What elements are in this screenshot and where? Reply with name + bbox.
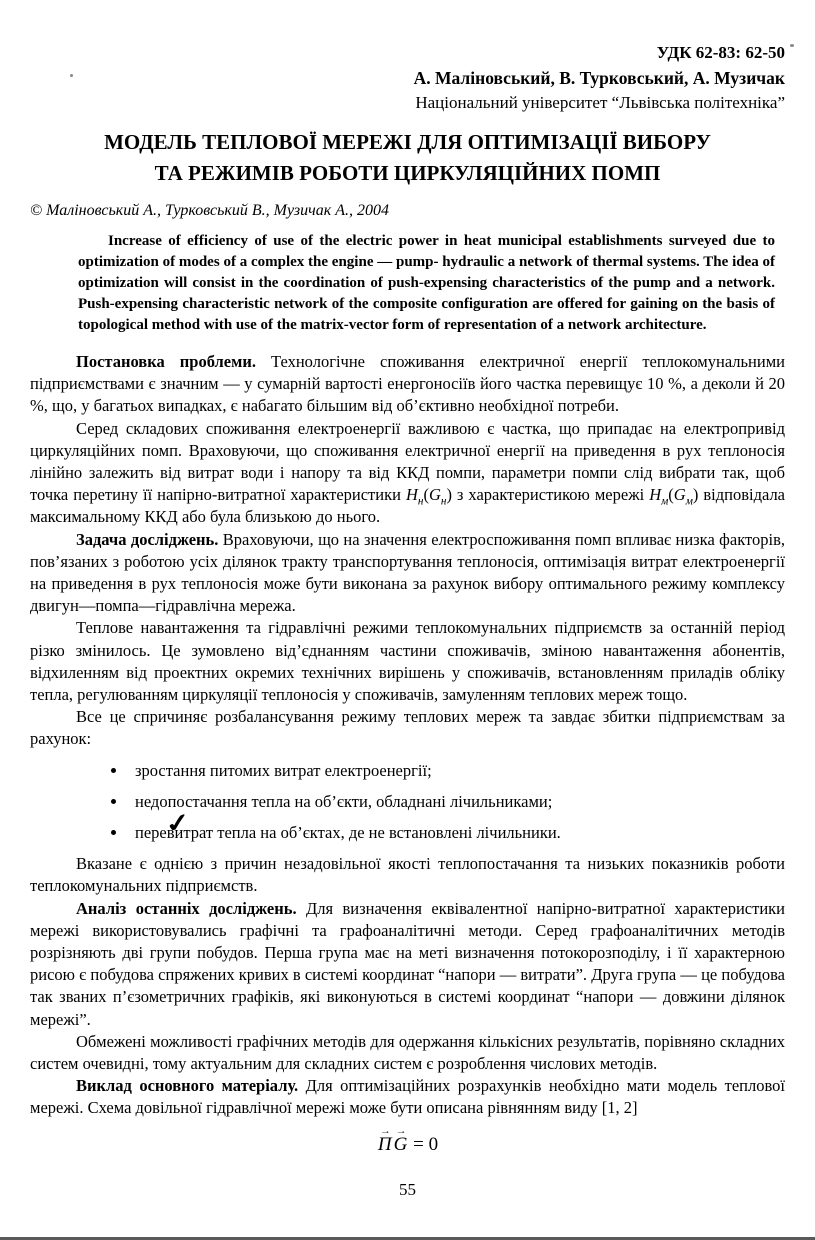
list-item: • зростання питомих витрат електроенергії; xyxy=(128,760,785,782)
paragraph: Постановка проблеми. Технологічне споживання електричної енергії теплокомунальними підприємствами є значним — у сумарній вартості енергоносіїв його частка перевищує 10 %, а деколи й 20 %, що, у багатьох випадках, є набагато більшим від об’єктивно необхідної потреби. xyxy=(30,351,785,416)
list-item: • перевитрат тепла на об’єктах, де не встановлені лічильники. ✓ xyxy=(128,822,785,844)
paragraph: Аналіз останніх досліджень. Для визначення еквівалентної напірно-витратної характеристики мережі використовувались графічні та графоаналітичні методи. Серед графоаналітичних методів розрізняють дві групи побудов. Перша група має на меті визначення потокорозподілу, і її характерною рисою є побудова спряжених кривих в системі координат “напори — витрати”. Друга група — це побудова так званих п’єзометричних графіків, які виконуються в системі координат “напори — довжини ділянок мережі”. xyxy=(30,898,785,1029)
scan-speck xyxy=(790,44,794,47)
paragraph: Виклад основного матеріалу. Для оптимізаційних розрахунків необхідно мати модель теплової мережі. Схема довільної гідравлічної мережі може бути описана рівнянням виду [1, 2] xyxy=(30,1076,785,1118)
vector-term xyxy=(393,1125,409,1156)
vector-term xyxy=(377,1125,393,1156)
article-body xyxy=(30,351,785,1120)
math-subscript: н xyxy=(417,495,424,508)
math-subscript: н xyxy=(440,495,447,508)
math-subscript: м xyxy=(661,495,669,508)
math-variable: H xyxy=(405,485,418,505)
page-number: 55 xyxy=(399,1180,416,1199)
formula-expression xyxy=(377,1125,439,1155)
run-in-heading: Виклад основного матеріалу. xyxy=(76,1076,299,1096)
paper-header xyxy=(0,0,815,114)
paragraph: Теплове навантаження та гідравлічні режими теплокомунальних підприємств за останній період різко змінилось. Це зумовлено від’єднанням частини споживачів, зміною навантаження абонентів, відхиленням від проектних окремих технічних вирішень у споживачів, встановленням приладів обліку тепла, регулюванням циркуляції теплоносія у споживачів, замуленням теплових мереж тощо. xyxy=(30,618,785,704)
run-in-heading: Аналіз останніх досліджень. xyxy=(76,898,297,918)
bullet-list xyxy=(30,760,785,845)
run-in-heading: Задача досліджень. xyxy=(76,529,219,549)
paper-title-line1: МОДЕЛЬ ТЕПЛОВОЇ МЕРЕЖІ ДЛЯ ОПТИМІЗАЦІЇ ВИБОРУ xyxy=(104,129,711,154)
run-in-heading: Постановка проблеми. xyxy=(76,351,256,371)
paragraph: Серед складових споживання електроенергії важливою є частка, що припадає на електропривід циркуляційних помп. Враховуючи, що споживання електричної енергії на приведення в рух теплоносія лінійно залежить від витрат води і напору та від ККД помпи, параметри помпи слід вибрати так, щоб точка перетину її напірно-витратної характеристики $H_н(G_н)$ з характеристикою мережі $H_м(G_м)$ відповідала максимальному ККД або була близькою до нього. xyxy=(30,418,785,527)
copyright-line: © Маліновський А., Турковський В., Музичак А., 2004 xyxy=(30,201,389,219)
vector-arrow-icon: → xyxy=(395,1125,406,1136)
math-subscript: м xyxy=(685,495,693,508)
list-item: • недопостачання тепла на об’єкти, обладнані лічильниками; xyxy=(128,791,785,813)
math-variable: H xyxy=(649,485,662,505)
math-variable: G xyxy=(428,485,441,505)
vector-arrow-icon: → xyxy=(379,1125,390,1136)
english-abstract: Increase of efficiency of use of the electric power in heat municipal establishments surveyed due to optimization of modes of a complex the engine — pump- hydraulic a network of thermal systems. The idea of optimization will consist in the coordination of push-expensing characteristics of the pump and a network. Push-expensing characteristic network of the composite configuration are offered for gaining on the basis of topological method with use of the matrix-vector form of representation of a network architecture. xyxy=(78,232,775,333)
math-variable: G xyxy=(673,485,686,505)
paper-title-line2: ТА РЕЖИМІВ РОБОТИ ЦИРКУЛЯЦІЙНИХ ПОМП xyxy=(154,160,661,185)
pen-checkmark-artifact xyxy=(164,811,193,837)
paragraph: Все це спричиняє розбалансування режиму теплових мереж та завдає збитки підприємствам за рахунок: xyxy=(30,707,785,749)
scan-speck xyxy=(70,74,73,77)
paragraph: Вказане є однією з причин незадовільної якості теплопостачання та низьких показників роботи теплокомунальних підприємств. xyxy=(30,854,785,896)
formula-rhs: = 0 xyxy=(408,1133,439,1155)
authors-line: А. Маліновський, В. Турковський, А. Музичак xyxy=(413,68,785,89)
paragraph: Задача досліджень. Враховуючи, що на значення електроспоживання помп впливає низка факторів, пов’язаних з роботою усіх ділянок тракту транспортування теплоносія, оптимізація витрат електроенергії на приведення в рух теплоносія може бути виконана за рахунок вибору оптимального режиму комплексу двигун—помпа—гідравлічна мережа. xyxy=(30,529,785,616)
vector-letter: G xyxy=(393,1133,408,1155)
formula-block xyxy=(0,1125,815,1156)
udc-code: УДК 62-83: 62-50 xyxy=(656,43,785,62)
vector-letter: П xyxy=(377,1133,392,1155)
paragraph: Обмежені можливості графічних методів для одержання кількісних результатів, порівняно складних систем очевидні, тому актуальним для складних систем є розроблення числових методів. xyxy=(30,1031,785,1074)
paper-title xyxy=(0,127,815,189)
affiliation-line: Національний університет “Львівська політехніка” xyxy=(415,92,785,112)
